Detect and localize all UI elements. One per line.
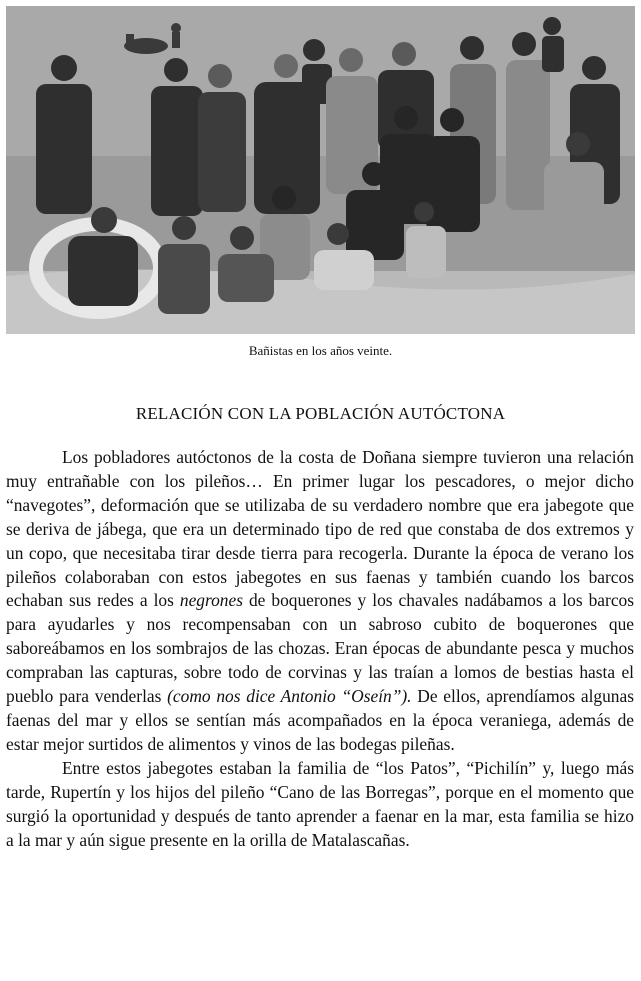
body-text <box>6 446 634 852</box>
emphasis-quote-attribution: (como nos dice Antonio “Oseín”). <box>167 686 412 707</box>
paragraph-1-part-2: de boquerones y los chavales nadábamos a los barcos para ayudarles y nos recompensaban con un sabroso cubito de boquerones que saboreábamos en los sombrajos de las chozas. Eran épocas de abundante pesca y muchos compraban las capturas, sobre todo de corvinas y las traían a lomos de bestias hasta el pueblo para venderlas <box>6 590 635 707</box>
paragraph-2: Entre estos jabegotes estaban la familia de “los Patos”, “Pichilín” y, luego más tarde, Rupertín y los hijos del pileño “Cano de las Borregas”, porque en el momento que surgió la oportunidad y después de tanto aprender a faenar en la mar, esta familia se hizo a la mar y aún sigue presente en la orilla de Matalascañas. <box>6 757 634 850</box>
section-title: RELACIÓN CON LA POBLACIÓN AUTÓCTONA <box>135 404 506 423</box>
photo-caption: Bañistas en los años veinte. <box>248 343 393 358</box>
paragraph-1-part-1: Los pobladores autóctonos de la costa de Doñana siempre tuvieron una relación muy entrañable con los pileños… En primer lugar los pescadores, o mejor dicho “navegotes”, deformación que se utilizaba de su verdadero nombre que era jabegote que se deriva de jábega, que era un determinado tipo de red que constaba de dos extremos y un copo, que necesitaba tirar desde tierra para recogerla. Durante la época de verano los pileños colaboraban con estos jabegotes en sus faenas y también cuando los barcos echaban sus redes a los <box>6 447 634 611</box>
bathers-photo-illustration <box>6 6 635 334</box>
paragraph-1 <box>6 446 634 757</box>
bathers-photograph <box>6 6 635 334</box>
emphasis-negrones: negrones <box>179 590 243 611</box>
paragraph-1-part-3: De ellos, aprendíamos algunas faenas del mar y ellos se sentían más acompañados en la época veraniega, además de estar mejor surtidos de alimentos y vinos de las bodegas pileñas. <box>6 686 634 754</box>
